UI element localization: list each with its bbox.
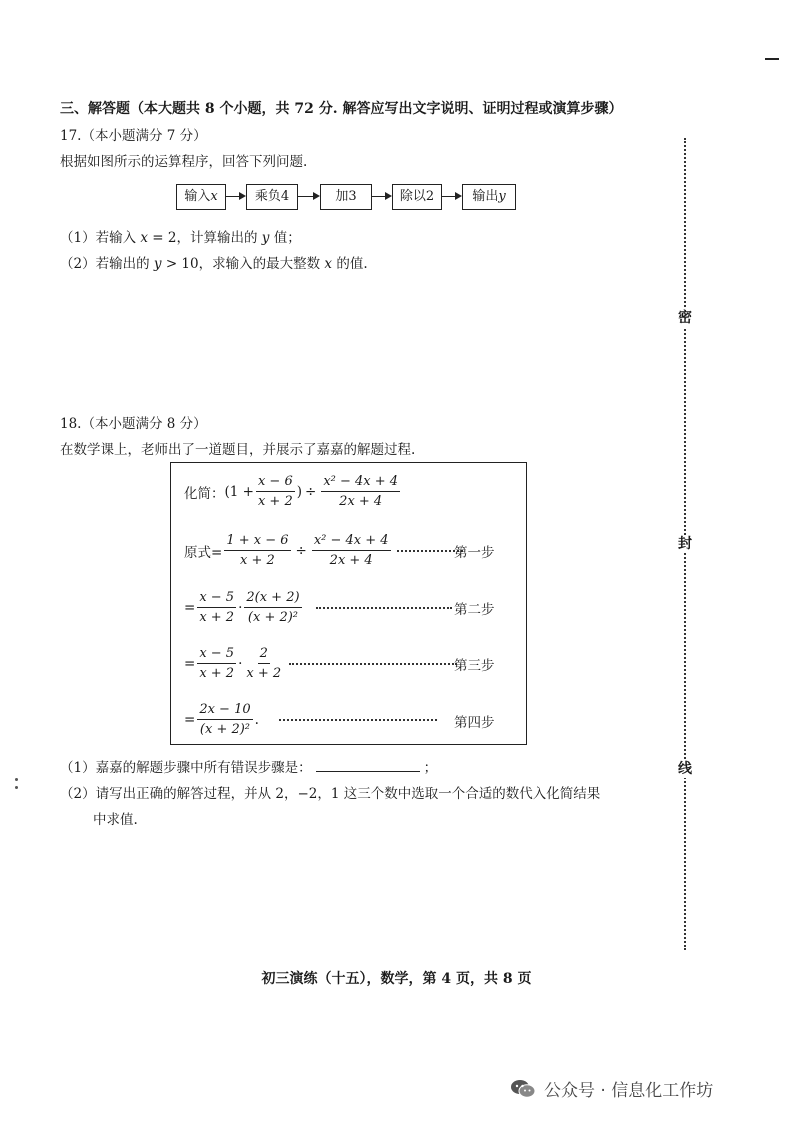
fraction: $\frac{1 + x - 6}{x + 2}$ — [226, 533, 289, 568]
q17-intro: 根据如图所示的运算程序，回答下列问题. — [60, 154, 308, 170]
section-title: 三、解答题（本大题共 8 个小题，共 72 分. 解答应写出文字说明、证明过程或演算步骤） — [60, 101, 623, 117]
step3-expression: = $\frac{x - 5}{x + 2}$ · $\frac{2}{x + 2}$ — [184, 645, 461, 682]
step1-expression: 原式= $\frac{1 + x - 6}{x + 2}$ ÷ $\frac{\text{x² − 4x + 4}}{2x + 4}$ — [184, 532, 467, 569]
leader-dots — [316, 607, 452, 609]
fraction: $\frac{x - 6}{x + 2}$ — [257, 474, 293, 509]
wechat-icon — [510, 1079, 536, 1099]
leader-dots — [279, 719, 437, 721]
q18-intro: 在数学课上，老师出了一道题目，并展示了嘉嘉的解题过程. — [60, 442, 416, 458]
fraction: $\frac{\text{x² − 4x + 4}}{2x + 4}$ — [323, 474, 399, 509]
binding-char-mi: 密 — [678, 310, 692, 326]
q17-part2: （2）若输出的 y > 10，求输入的最大整数 x 的值. — [60, 256, 368, 272]
binding-char-feng: 封 — [678, 536, 692, 552]
flow-arrow — [298, 196, 318, 197]
flow-arrow — [372, 196, 390, 197]
q18-header: 18.（本小题满分 8 分） — [60, 416, 207, 432]
flow-box-input: 输入x — [176, 184, 226, 210]
q18-part2-line2: 中求值. — [93, 812, 138, 828]
q18-part1: （1）嘉嘉的解题步骤中所有错误步骤是： ； — [60, 760, 438, 776]
page-footer: 初三演练（十五），数学，第 4 页，共 8 页 — [261, 971, 532, 987]
step2-expression: = $\frac{x - 5}{x + 2}$ · $\frac{2(x + 2)}{\text{(x + 2)²}}$ — [184, 589, 456, 626]
step4-expression: = $\frac{2x - 10}{\text{(x + 2)²}}$ . — [184, 701, 441, 738]
fraction: $\frac{2}{x + 2}$ — [246, 646, 282, 681]
flow-arrow — [442, 196, 460, 197]
answer-blank[interactable] — [316, 759, 420, 772]
flow-box-add: 加3 — [320, 184, 372, 210]
step2-label: 第二步 — [454, 602, 495, 618]
flow-arrow — [226, 196, 244, 197]
corner-mark — [765, 58, 779, 60]
q18-part2-line1: （2）请写出正确的解答过程，并从 2，−2，1 这三个数中选取一个合适的数代入化简结果 — [60, 786, 601, 802]
step3-label: 第三步 — [454, 658, 495, 674]
fraction: $\frac{x - 5}{x + 2}$ — [199, 646, 235, 681]
problem-expression: 化简： (1 + $\frac{x - 6}{x + 2}$ ) ÷ $\frac{\text{x² − 4x + 4}}{2x + 4}$ — [184, 474, 399, 509]
q17-header: 17.（本小题满分 7 分） — [60, 128, 207, 144]
step1-label: 第一步 — [454, 545, 495, 561]
fraction: $\frac{\text{x² − 4x + 4}}{2x + 4}$ — [313, 533, 389, 568]
fraction: $\frac{2x - 10}{\text{(x + 2)²}}$ — [199, 702, 251, 737]
leader-dots — [289, 663, 457, 665]
step4-label: 第四步 — [454, 715, 495, 731]
scan-speck — [15, 786, 18, 789]
flow-box-multiply: 乘负4 — [246, 184, 298, 210]
watermark: 公众号 · 信息化工作坊 — [510, 1076, 713, 1101]
scan-speck — [15, 778, 18, 781]
q17-part1: （1）若输入 x = 2，计算输出的 y 值； — [60, 230, 301, 246]
fraction: $\frac{x - 5}{x + 2}$ — [199, 590, 235, 625]
binding-char-xian: 线 — [678, 761, 692, 777]
fraction: $\frac{2(x + 2)}{\text{(x + 2)²}}$ — [246, 590, 300, 625]
flow-box-divide: 除以2 — [392, 184, 442, 210]
leader-dots — [397, 550, 463, 552]
flow-box-output: 输出y — [462, 184, 516, 210]
